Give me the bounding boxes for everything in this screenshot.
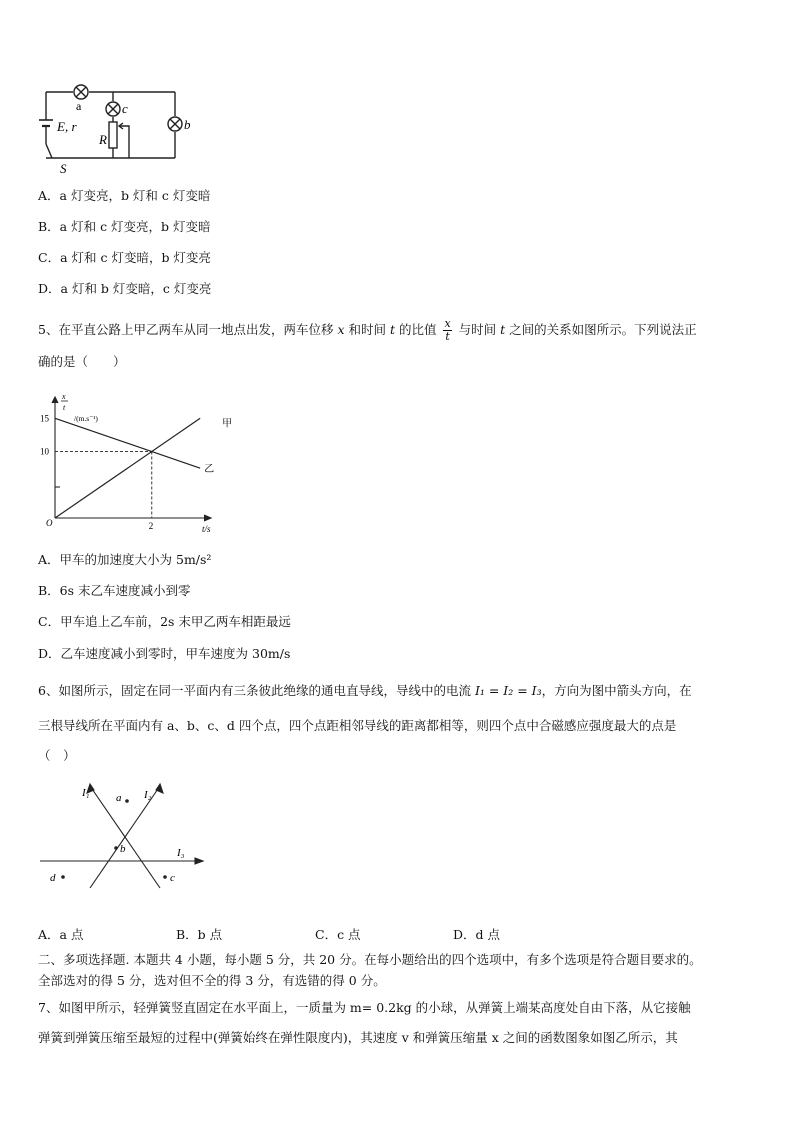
- chart-xlabel: t/s: [202, 524, 211, 534]
- q4-option-c: C．a 灯和 c 灯变暗，b 灯变亮: [38, 250, 211, 265]
- q5-stem-line1: 5、在平直公路上甲乙两车从同一地点出发，两车位移 x 和时间 t 的比值 $\frac{x}{t}$ 与时间 t 之间的关系如图所示。下列说法正: [38, 317, 697, 343]
- q6-option-a: A．a 点: [38, 927, 84, 942]
- point-d: [61, 875, 65, 879]
- q5-option-b: B．6s 末乙车速度减小到零: [38, 583, 191, 598]
- label-c: c: [170, 872, 175, 884]
- q5-stem-line2: 确的是（ ）: [38, 354, 126, 369]
- point-a: [125, 799, 129, 803]
- point-b: [114, 846, 118, 850]
- q5-option-c: C．甲车追上乙车前，2s 末甲乙两车相距最远: [38, 614, 291, 629]
- point-c: [163, 875, 167, 879]
- q5-xt-chart: [30, 388, 233, 538]
- label-b: b: [120, 843, 126, 855]
- q5-option-d: D．乙车速度减小到零时，甲车速度为 30m/s: [38, 646, 291, 661]
- q4-option-b: B．a 灯和 c 灯变亮，b 灯变暗: [38, 219, 211, 234]
- y-tick-label-10: 10: [40, 446, 49, 457]
- q4-option-a: A．a 灯变亮，b 灯和 c 灯变暗: [38, 188, 211, 203]
- lamp-c-label: c: [122, 101, 128, 116]
- q6-option-d: D．d 点: [453, 927, 500, 942]
- lamp-b-label: b: [184, 117, 191, 132]
- q6-stem-line1: 6、如图所示，固定在同一平面内有三条彼此绝缘的通电直导线，导线中的电流 I₁ = I₂ = I₃，方向为图中箭头方向，在: [38, 683, 692, 698]
- chart-ylabel-den: t: [63, 403, 66, 412]
- switch-label: S: [60, 161, 67, 176]
- series-line-2: [55, 418, 200, 468]
- q7-stem-line2: 弹簧到弹簧压缩至最短的过程中(弹簧始终在弹性限度内)，其速度 v 和弹簧压缩量 x 之间的函数图象如图乙所示，其: [38, 1030, 678, 1045]
- label-I3: I₃: [177, 847, 185, 859]
- label-I2: I₂: [144, 789, 152, 801]
- series-line-1: [55, 418, 200, 518]
- series-label-2: 乙: [204, 464, 215, 476]
- fraction-x-over-t: $\frac{x}{t}$: [444, 317, 451, 343]
- battery-label: E, r: [57, 119, 77, 134]
- q7-stem-line1: 7、如图甲所示，轻弹簧竖直固定在水平面上，一质量为 m= 0.2kg 的小球，从弹簧上端某高度处自由下落，从它接触: [38, 1000, 691, 1015]
- q4-option-d: D．a 灯和 b 灯变暗，c 灯变亮: [38, 281, 212, 296]
- q5-option-a: A．甲车的加速度大小为 5m/s²: [38, 552, 212, 567]
- section2-line2: 全部选对的得 5 分，选对但不全的得 3 分，有选错的得 0 分。: [38, 973, 386, 988]
- q6-stem-line3: （ ）: [38, 748, 76, 763]
- label-I1: I₁: [82, 787, 90, 799]
- y-tick-label-15: 15: [40, 413, 49, 424]
- label-a: a: [116, 792, 122, 804]
- q6-option-b: B．b 点: [176, 927, 223, 942]
- q6-option-c: C．c 点: [315, 927, 361, 942]
- label-d: d: [50, 872, 56, 884]
- x-tick-label-2: 2: [148, 521, 154, 531]
- series-label-1: 甲: [222, 418, 233, 430]
- circuit-diagram: [36, 80, 196, 178]
- three-wires-figure: [36, 776, 206, 896]
- section2-line1: 二、多项选择题. 本题共 4 小题，每小题 5 分，共 20 分。在每小题给出的四个选项中，有多个选项是符合题目要求的。: [38, 952, 702, 967]
- chart-ylabel-unit: /(m.s⁻¹): [74, 414, 98, 423]
- chart-ylabel-num: x: [62, 392, 66, 401]
- rheostat-label: R: [99, 132, 107, 147]
- chart-origin: O: [46, 518, 53, 528]
- current-equality: I₁ = I₂ = I₃: [474, 683, 542, 698]
- lamp-a-label: a: [76, 99, 82, 113]
- q6-stem-line2: 三根导线所在平面内有 a、b、c、d 四个点，四个点距相邻导线的距离都相等，则四个点中合磁感应强度最大的点是: [38, 718, 677, 733]
